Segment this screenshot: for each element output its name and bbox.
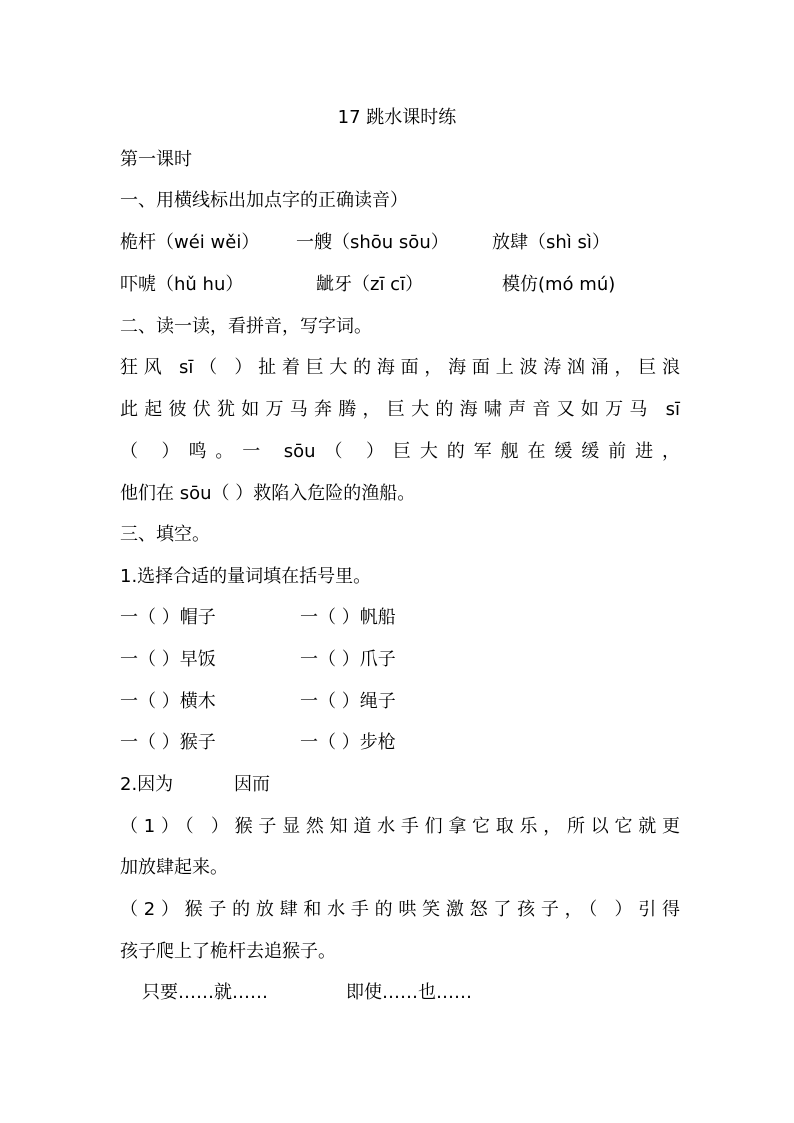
passage-line: 他们在 sōu（ ）救陷入危险的渔船。: [120, 483, 416, 504]
passage-line: 此起彼伏犹如万马奔腾，巨大的海啸声音又如万马 sī: [120, 399, 680, 420]
measure-word-item: 一（ ）早饭: [120, 649, 216, 670]
pronunciation-item: 一艘（shōu sōu）: [296, 232, 449, 253]
page-title: 17 跳水课时练: [337, 107, 457, 128]
measure-word-item: 一（ ）帽子: [120, 607, 216, 628]
measure-word-item: 一（ ）猴子: [120, 732, 216, 753]
q2-word: 2.因为: [120, 774, 174, 795]
measure-word-item: 一（ ）横木: [120, 691, 216, 712]
section3-heading: 三、填空。: [120, 524, 210, 545]
pronunciation-item: 放肆（shì sì）: [492, 232, 610, 253]
measure-word-item: 一（ ）帆船: [300, 607, 396, 628]
passage-line: 狂风 sī（ ）扯着巨大的海面，海面上波涛汹涌，巨浪: [120, 357, 680, 378]
section1-heading: 一、用横线标出加点字的正确读音）: [120, 190, 408, 211]
pronunciation-item: 龇牙（zī cī）: [316, 274, 424, 295]
measure-word-item: 一（ ）绳子: [300, 691, 396, 712]
measure-word-item: 一（ ）爪子: [300, 649, 396, 670]
q3-word: 只要……就……: [142, 982, 268, 1003]
q1-heading: 1.选择合适的量词填在括号里。: [120, 566, 372, 587]
section2-heading: 二、读一读，看拼音，写字词。: [120, 316, 372, 337]
q2-item-2-line: （2）猴子的放肆和水手的哄笑激怒了孩子，（ ）引得: [120, 899, 680, 920]
passage-line: （ ）鸣。一 sōu（ ）巨大的军舰在缓缓前进，: [120, 441, 680, 462]
q3-word: 即使……也……: [346, 982, 472, 1003]
q2-word: 因而: [234, 774, 270, 795]
q2-item-2-line: 孩子爬上了桅杆去追猴子。: [120, 941, 336, 962]
lesson-label: 第一课时: [120, 149, 192, 170]
q2-item-1-line: （1）（ ）猴子显然知道水手们拿它取乐，所以它就更: [120, 816, 680, 837]
measure-word-item: 一（ ）步枪: [300, 732, 396, 753]
pronunciation-item: 模仿(mó mú): [502, 274, 616, 295]
pronunciation-item: 吓唬（hǔ hu）: [120, 274, 244, 295]
pronunciation-item: 桅杆（wéi wěi）: [120, 232, 260, 253]
q2-item-1-line: 加放肆起来。: [120, 857, 228, 878]
